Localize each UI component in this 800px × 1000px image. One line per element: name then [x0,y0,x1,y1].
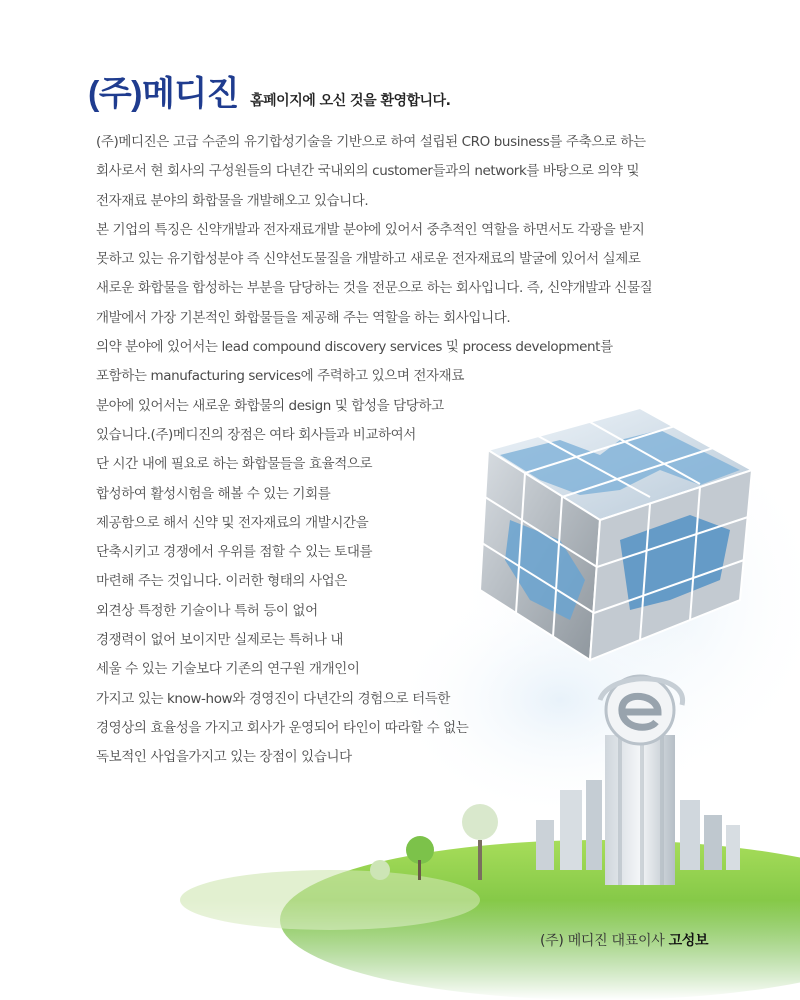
intro-line: 가지고 있는 know-how와 경영진이 다년간의 경험으로 터득한 [96,690,451,707]
intro-line: 외견상 특정한 기술이나 특허 등이 없어 [96,602,318,619]
intro-line: 독보적인 사업을가지고 있는 장점이 있습니다 [96,749,352,766]
company-introduction [96,128,716,773]
intro-line: 세울 수 있는 기술보다 기존의 연구원 개개인이 [96,661,360,678]
intro-line: 단축시키고 경쟁에서 우위를 점할 수 있는 토대를 [96,544,373,561]
intro-line: 합성하여 활성시험을 해볼 수 있는 기회를 [96,485,331,502]
intro-line: 제공함으로 해서 신약 및 전자재료의 개발시간을 [96,514,369,531]
intro-line: 새로운 화합물을 합성하는 부분을 담당하는 것을 전문으로 하는 회사입니다. 즉, 신약개발과 신물질 [96,280,653,297]
intro-line: 마련해 주는 것입니다. 이러한 형태의 사업은 [96,573,347,590]
intro-line: (주)메디진은 고급 수준의 유기합성기술을 기반으로 하여 설립된 CRO business를 주축으로 하는 [96,134,646,150]
intro-line: 단 시간 내에 필요로 하는 화합물들을 효율적으로 [96,456,373,473]
intro-line: 포함하는 manufacturing services에 주력하고 있으며 전자재료 [96,368,464,385]
intro-line: 경쟁력이 없어 보이지만 실제로는 특허나 내 [96,632,343,649]
intro-line: 못하고 있는 유기합성분야 즉 신약선도물질을 개발하고 새로운 전자재료의 발굴에 있어서 실제로 [96,251,641,268]
intro-line: 분야에 있어서는 새로운 화합물의 design 및 합성을 담당하고 [96,397,444,414]
welcome-subtitle: 홈페이지에 오신 것을 환영합니다. [250,93,451,109]
intro-line: 의약 분야에 있어서는 lead compound discovery services 및 process development를 [96,339,613,356]
intro-line: 있습니다.(주)메디진의 장점은 여타 회사들과 비교하여서 [96,426,416,443]
intro-line: 회사로서 현 회사의 구성원들의 다년간 국내외의 customer들과의 network를 바탕으로 의약 및 [96,163,640,180]
intro-line: 전자재료 분야의 화합물을 개발해오고 있습니다. [96,192,369,209]
intro-line: 경영상의 효율성을 가지고 회사가 운영되어 타인이 따라할 수 없는 [96,719,469,736]
ceo-signature [540,930,708,950]
ceo-name: 고성보 [668,933,709,949]
intro-line: 개발에서 가장 기본적인 화합물들을 제공해 주는 역할을 하는 회사입니다. [96,309,511,326]
signature-title: (주) 메디진 대표이사 [540,933,665,949]
intro-line: 본 기업의 특징은 신약개발과 전자재료개발 분야에 있어서 중추적인 역할을 하면서도 각광을 받지 [96,221,645,238]
company-title: (주)메디진 [88,75,240,113]
